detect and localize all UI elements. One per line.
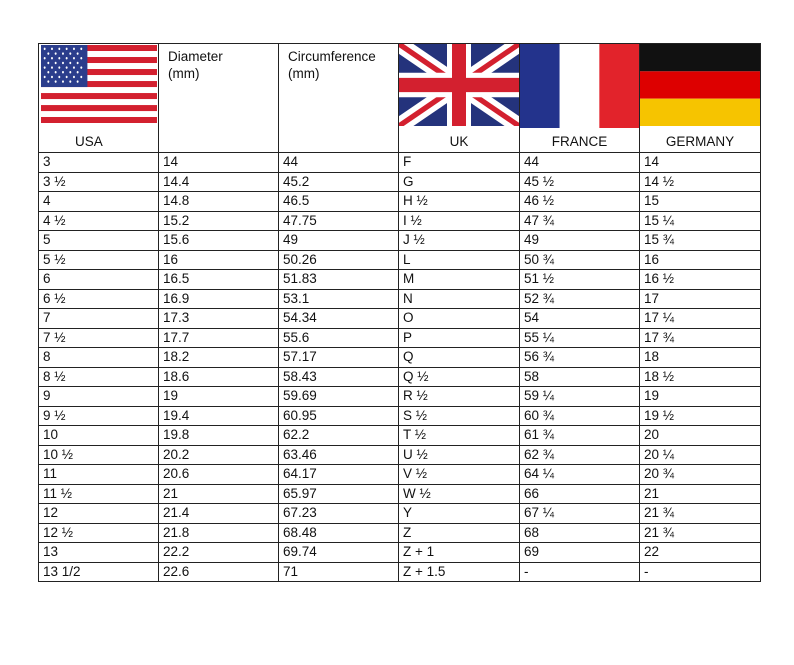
cell-circumference: 53.1 (279, 289, 399, 309)
cell-germany-size: 16 (640, 250, 761, 270)
header-uk (399, 44, 520, 153)
cell-circumference: 68.48 (279, 523, 399, 543)
cell-uk-size: H ½ (399, 192, 520, 212)
cell-diameter: 19.4 (159, 406, 279, 426)
cell-france-size: 66 (520, 484, 640, 504)
cell-circumference: 62.2 (279, 426, 399, 446)
cell-germany-size: 15 ¼ (640, 211, 761, 231)
cell-usa-size: 11 (39, 465, 159, 485)
header-germany-label: GERMANY (665, 134, 735, 149)
table-row (39, 445, 761, 465)
header-uk-label: UK (449, 134, 469, 149)
cell-circumference: 59.69 (279, 387, 399, 407)
cell-circumference: 71 (279, 562, 399, 582)
cell-usa-size: 6 ½ (39, 289, 159, 309)
table-row (39, 367, 761, 387)
cell-germany-size: 18 (640, 348, 761, 368)
cell-germany-size: 21 ¾ (640, 523, 761, 543)
cell-france-size: 68 (520, 523, 640, 543)
cell-usa-size: 13 (39, 543, 159, 563)
cell-france-size: 44 (520, 153, 640, 173)
cell-uk-size: Q ½ (399, 367, 520, 387)
cell-diameter: 14.8 (159, 192, 279, 212)
cell-germany-size: 14 (640, 153, 761, 173)
cell-usa-size: 13 1/2 (39, 562, 159, 582)
cell-usa-size: 8 ½ (39, 367, 159, 387)
cell-uk-size: J ½ (399, 231, 520, 251)
cell-circumference: 47.75 (279, 211, 399, 231)
cell-diameter: 14 (159, 153, 279, 173)
cell-usa-size: 12 (39, 504, 159, 524)
cell-usa-size: 5 (39, 231, 159, 251)
header-usa (39, 44, 159, 153)
cell-germany-size: 18 ½ (640, 367, 761, 387)
cell-circumference: 65.97 (279, 484, 399, 504)
cell-diameter: 16 (159, 250, 279, 270)
cell-germany-size: 20 (640, 426, 761, 446)
cell-uk-size: Z + 1.5 (399, 562, 520, 582)
us-flag-icon (41, 45, 157, 123)
cell-uk-size: Z + 1 (399, 543, 520, 563)
cell-usa-size: 11 ½ (39, 484, 159, 504)
cell-germany-size: 15 (640, 192, 761, 212)
cell-diameter: 15.2 (159, 211, 279, 231)
cell-germany-size: 15 ¾ (640, 231, 761, 251)
cell-france-size: 58 (520, 367, 640, 387)
cell-circumference: 64.17 (279, 465, 399, 485)
france-flag-icon (520, 44, 639, 128)
cell-circumference: 63.46 (279, 445, 399, 465)
cell-usa-size: 12 ½ (39, 523, 159, 543)
cell-circumference: 44 (279, 153, 399, 173)
cell-uk-size: W ½ (399, 484, 520, 504)
cell-france-size: 54 (520, 309, 640, 329)
cell-circumference: 60.95 (279, 406, 399, 426)
cell-usa-size: 7 ½ (39, 328, 159, 348)
cell-germany-size: 21 ¾ (640, 504, 761, 524)
cell-uk-size: R ½ (399, 387, 520, 407)
cell-usa-size: 9 ½ (39, 406, 159, 426)
cell-uk-size: S ½ (399, 406, 520, 426)
cell-uk-size: L (399, 250, 520, 270)
cell-usa-size: 7 (39, 309, 159, 329)
cell-diameter: 18.6 (159, 367, 279, 387)
cell-diameter: 21 (159, 484, 279, 504)
cell-circumference: 46.5 (279, 192, 399, 212)
cell-diameter: 14.4 (159, 172, 279, 192)
cell-uk-size: V ½ (399, 465, 520, 485)
table-row (39, 406, 761, 426)
cell-germany-size: 21 (640, 484, 761, 504)
cell-uk-size: U ½ (399, 445, 520, 465)
table-row (39, 153, 761, 173)
cell-uk-size: N (399, 289, 520, 309)
cell-diameter: 16.5 (159, 270, 279, 290)
germany-flag-icon (640, 44, 760, 126)
cell-diameter: 19 (159, 387, 279, 407)
cell-france-size: 49 (520, 231, 640, 251)
cell-usa-size: 4 ½ (39, 211, 159, 231)
cell-uk-size: T ½ (399, 426, 520, 446)
cell-france-size: 60 ¾ (520, 406, 640, 426)
table-row (39, 426, 761, 446)
cell-germany-size: 19 (640, 387, 761, 407)
cell-diameter: 18.2 (159, 348, 279, 368)
cell-diameter: 20.6 (159, 465, 279, 485)
cell-germany-size: - (640, 562, 761, 582)
cell-france-size: 64 ¼ (520, 465, 640, 485)
cell-circumference: 57.17 (279, 348, 399, 368)
cell-germany-size: 20 ¼ (640, 445, 761, 465)
table-row (39, 523, 761, 543)
cell-france-size: 61 ¾ (520, 426, 640, 446)
table-row (39, 484, 761, 504)
cell-germany-size: 17 (640, 289, 761, 309)
table-row (39, 172, 761, 192)
cell-usa-size: 5 ½ (39, 250, 159, 270)
cell-circumference: 54.34 (279, 309, 399, 329)
cell-diameter: 22.6 (159, 562, 279, 582)
table-row (39, 270, 761, 290)
cell-germany-size: 22 (640, 543, 761, 563)
cell-germany-size: 20 ¾ (640, 465, 761, 485)
cell-usa-size: 6 (39, 270, 159, 290)
cell-usa-size: 9 (39, 387, 159, 407)
cell-france-size: 52 ¾ (520, 289, 640, 309)
cell-usa-size: 10 ½ (39, 445, 159, 465)
header-circumference-label: Circumference (mm) (288, 49, 376, 81)
cell-circumference: 69.74 (279, 543, 399, 563)
header-germany (640, 44, 761, 153)
table-row (39, 231, 761, 251)
cell-circumference: 58.43 (279, 367, 399, 387)
cell-circumference: 51.83 (279, 270, 399, 290)
cell-uk-size: I ½ (399, 211, 520, 231)
table-row (39, 387, 761, 407)
uk-flag-icon (399, 44, 519, 126)
cell-circumference: 45.2 (279, 172, 399, 192)
table-row (39, 348, 761, 368)
cell-france-size: 51 ½ (520, 270, 640, 290)
cell-usa-size: 3 (39, 153, 159, 173)
cell-germany-size: 19 ½ (640, 406, 761, 426)
header-diameter-label: Diameter (mm) (168, 49, 223, 81)
header-diameter (159, 44, 279, 153)
ring-size-chart (38, 43, 760, 632)
table-row (39, 192, 761, 212)
cell-usa-size: 10 (39, 426, 159, 446)
cell-france-size: 56 ¾ (520, 348, 640, 368)
cell-uk-size: P (399, 328, 520, 348)
table-row (39, 289, 761, 309)
cell-france-size: 50 ¾ (520, 250, 640, 270)
cell-france-size: 62 ¾ (520, 445, 640, 465)
cell-diameter: 21.4 (159, 504, 279, 524)
table-row (39, 309, 761, 329)
table-row (39, 504, 761, 524)
cell-france-size: 45 ½ (520, 172, 640, 192)
cell-germany-size: 16 ½ (640, 270, 761, 290)
size-rows (39, 153, 761, 582)
cell-usa-size: 3 ½ (39, 172, 159, 192)
cell-france-size: 47 ¾ (520, 211, 640, 231)
cell-circumference: 49 (279, 231, 399, 251)
cell-germany-size: 14 ½ (640, 172, 761, 192)
cell-uk-size: G (399, 172, 520, 192)
cell-diameter: 15.6 (159, 231, 279, 251)
cell-circumference: 50.26 (279, 250, 399, 270)
table-row (39, 211, 761, 231)
table-row (39, 250, 761, 270)
table-row (39, 562, 761, 582)
table-header-row (39, 44, 761, 153)
header-usa-label: USA (75, 134, 103, 149)
cell-france-size: - (520, 562, 640, 582)
ring-size-table (38, 43, 761, 582)
cell-germany-size: 17 ¾ (640, 328, 761, 348)
cell-usa-size: 8 (39, 348, 159, 368)
cell-uk-size: O (399, 309, 520, 329)
header-france (520, 44, 640, 153)
cell-usa-size: 4 (39, 192, 159, 212)
cell-diameter: 19.8 (159, 426, 279, 446)
cell-diameter: 21.8 (159, 523, 279, 543)
cell-uk-size: Z (399, 523, 520, 543)
cell-france-size: 59 ¼ (520, 387, 640, 407)
cell-uk-size: F (399, 153, 520, 173)
cell-uk-size: Q (399, 348, 520, 368)
header-france-label: FRANCE (551, 134, 608, 149)
table-row (39, 543, 761, 563)
cell-diameter: 17.3 (159, 309, 279, 329)
cell-circumference: 67.23 (279, 504, 399, 524)
header-circumference (279, 44, 399, 153)
cell-diameter: 17.7 (159, 328, 279, 348)
cell-uk-size: Y (399, 504, 520, 524)
cell-diameter: 16.9 (159, 289, 279, 309)
cell-france-size: 67 ¼ (520, 504, 640, 524)
table-row (39, 465, 761, 485)
cell-diameter: 20.2 (159, 445, 279, 465)
cell-diameter: 22.2 (159, 543, 279, 563)
table-row (39, 328, 761, 348)
cell-uk-size: M (399, 270, 520, 290)
cell-france-size: 46 ½ (520, 192, 640, 212)
cell-germany-size: 17 ¼ (640, 309, 761, 329)
cell-france-size: 55 ¼ (520, 328, 640, 348)
cell-circumference: 55.6 (279, 328, 399, 348)
cell-france-size: 69 (520, 543, 640, 563)
